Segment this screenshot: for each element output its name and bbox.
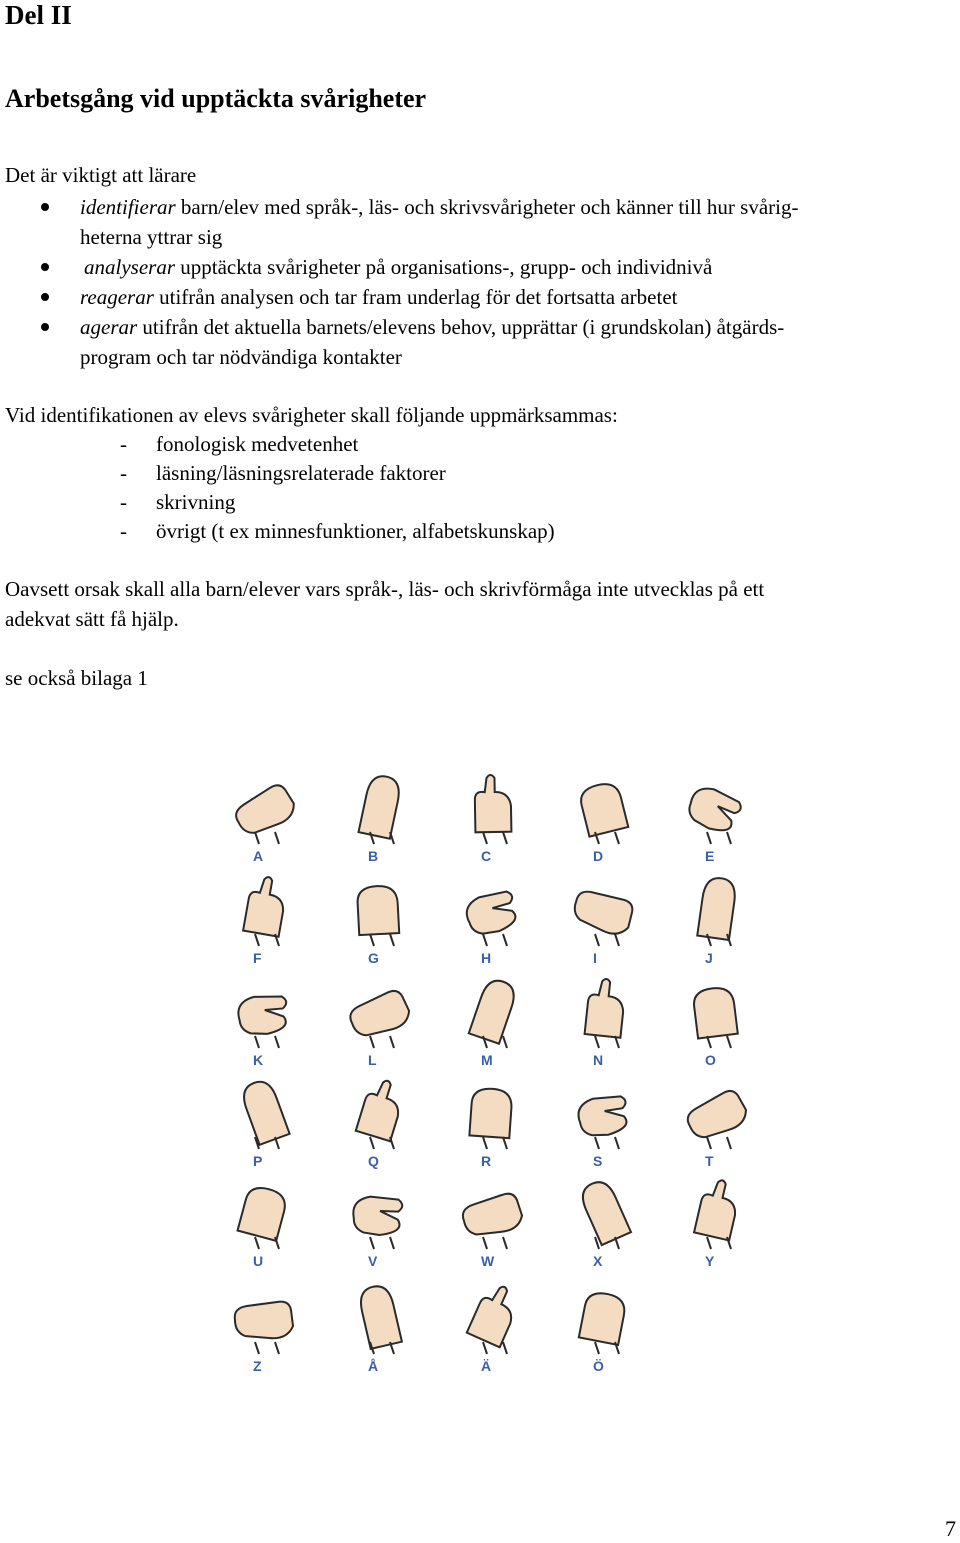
hand-sign-icon [453, 1280, 533, 1356]
bullet-item [0, 192, 960, 252]
sign-letter: H [481, 950, 492, 966]
sign-cell-14 [555, 974, 655, 1074]
sign-cell-12 [330, 974, 430, 1074]
sign-letter: M [481, 1052, 493, 1068]
hand-sign-icon [565, 1175, 645, 1251]
sign-letter: N [593, 1052, 604, 1068]
sign-letter: I [593, 950, 597, 966]
sign-cell-6 [215, 872, 315, 972]
hand-sign-icon [565, 974, 645, 1050]
sign-cell-10 [667, 872, 767, 972]
bullet-text: utifrån analysen och tar fram underlag för det fortsatta arbetet [153, 285, 678, 309]
sign-cell-28 [443, 1280, 543, 1380]
section-heading: Arbetsgång vid upptäckta svårigheter [5, 84, 427, 113]
sign-letter: J [705, 950, 713, 966]
sign-letter: B [368, 848, 379, 864]
sign-letter: E [705, 848, 715, 864]
sign-cell-13 [443, 974, 543, 1074]
sign-letter: K [253, 1052, 264, 1068]
sign-cell-11 [215, 974, 315, 1074]
bullet-keyword: reagerar [80, 285, 154, 309]
sign-cell-2 [330, 770, 430, 870]
hand-sign-icon [677, 770, 757, 846]
hand-sign-icon [340, 872, 420, 948]
sign-letter: O [705, 1052, 716, 1068]
sign-letter: C [481, 848, 492, 864]
see-also: se också bilaga 1 [5, 666, 148, 690]
sign-letter: Å [368, 1358, 379, 1374]
identification-intro: Vid identifikationen av elevs svårigheter skall följande uppmärksammas: [5, 403, 618, 427]
sign-cell-4 [555, 770, 655, 870]
sign-letter: Ö [593, 1358, 604, 1374]
hand-sign-icon [225, 1175, 305, 1251]
bullet-keyword: identifierar [80, 195, 176, 219]
sign-letter: A [253, 848, 264, 864]
hand-sign-icon [340, 770, 420, 846]
sign-cell-16 [215, 1075, 315, 1175]
sign-cell-9 [555, 872, 655, 972]
hand-sign-icon [225, 872, 305, 948]
page-number: 7 [945, 1516, 956, 1541]
sign-cell-5 [667, 770, 767, 870]
sign-letter: X [593, 1253, 603, 1269]
identification-item: - skrivning [0, 488, 555, 517]
sign-cell-20 [667, 1075, 767, 1175]
hand-sign-icon [677, 872, 757, 948]
sign-letter: T [705, 1153, 714, 1169]
sign-letter: P [253, 1153, 263, 1169]
page-heading: Del II [5, 0, 72, 30]
intro-text: Det är viktigt att lärare [5, 163, 197, 187]
bullet-continuation: program och tar nödvändiga kontakter [80, 345, 402, 369]
sign-letter: F [253, 950, 262, 966]
bullet-text: utifrån det aktuella barnets/elevens behov, upprättar (i grundskolan) åtgärds- [137, 315, 785, 339]
sign-cell-21 [215, 1175, 315, 1275]
hand-sign-icon [340, 1175, 420, 1251]
sign-letter: G [368, 950, 379, 966]
bullet-item [0, 252, 960, 282]
sign-letter: U [253, 1253, 264, 1269]
hand-sign-icon [340, 1075, 420, 1151]
sign-cell-26 [215, 1280, 315, 1380]
hand-sign-icon [453, 770, 533, 846]
hand-sign-icon [340, 1280, 420, 1356]
hand-sign-icon [340, 974, 420, 1050]
sign-cell-29 [555, 1280, 655, 1380]
sign-cell-17 [330, 1075, 430, 1175]
identification-item: - läsning/läsningsrelaterade faktorer [0, 459, 555, 488]
bullet-continuation: heterna yttrar sig [80, 225, 223, 249]
sign-letter: Ä [481, 1358, 492, 1374]
sign-letter: S [593, 1153, 603, 1169]
hand-sign-icon [453, 974, 533, 1050]
bullet-item [0, 282, 960, 312]
sign-letter: V [368, 1253, 378, 1269]
hand-sign-icon [225, 770, 305, 846]
hand-sign-icon [225, 1280, 305, 1356]
hand-sign-icon [677, 1175, 757, 1251]
sign-cell-23 [443, 1175, 543, 1275]
sign-letter: Y [705, 1253, 715, 1269]
hand-sign-icon [565, 1280, 645, 1356]
sign-cell-8 [443, 872, 543, 972]
hand-sign-icon [565, 770, 645, 846]
sign-cell-19 [555, 1075, 655, 1175]
hand-sign-icon [453, 1175, 533, 1251]
sign-cell-27 [330, 1280, 430, 1380]
sign-letter: R [481, 1153, 492, 1169]
sign-cell-18 [443, 1075, 543, 1175]
bullet-text: barn/elev med språk-, läs- och skrivsvårigheter och känner till hur svårig- [175, 195, 799, 219]
hand-sign-icon [565, 872, 645, 948]
hand-sign-icon [565, 1075, 645, 1151]
hand-sign-icon [225, 1075, 305, 1151]
hand-sign-icon [453, 1075, 533, 1151]
closing-line-1: Oavsett orsak skall alla barn/elever vars språk-, läs- och skrivförmåga inte utvecklas på ett [5, 577, 765, 601]
sign-cell-1 [215, 770, 315, 870]
identification-item: - övrigt (t ex minnesfunktioner, alfabetskunskap) [0, 517, 555, 546]
sign-cell-25 [667, 1175, 767, 1275]
sign-cell-15 [667, 974, 767, 1074]
sign-letter: W [481, 1253, 495, 1269]
sign-letter: L [368, 1052, 377, 1068]
bullet-list [0, 192, 960, 372]
sign-letter: D [593, 848, 604, 864]
sign-cell-7 [330, 872, 430, 972]
identification-list [0, 430, 555, 546]
hand-sign-icon [677, 974, 757, 1050]
identification-item: - fonologisk medvetenhet [0, 430, 555, 459]
closing-line-2: adekvat sätt få hjälp. [5, 607, 179, 631]
hand-sign-icon [677, 1075, 757, 1151]
sign-cell-24 [555, 1175, 655, 1275]
bullet-text: upptäckta svårigheter på organisations-, grupp- och individnivå [175, 255, 713, 279]
sign-letter: Z [253, 1358, 262, 1374]
bullet-keyword: agerar [80, 315, 138, 339]
sign-cell-22 [330, 1175, 430, 1275]
hand-sign-icon [453, 872, 533, 948]
sign-letter: Q [368, 1153, 379, 1169]
hand-sign-icon [225, 974, 305, 1050]
bullet-item [0, 312, 960, 372]
bullet-keyword: analyserar [84, 255, 175, 279]
sign-cell-3 [443, 770, 543, 870]
